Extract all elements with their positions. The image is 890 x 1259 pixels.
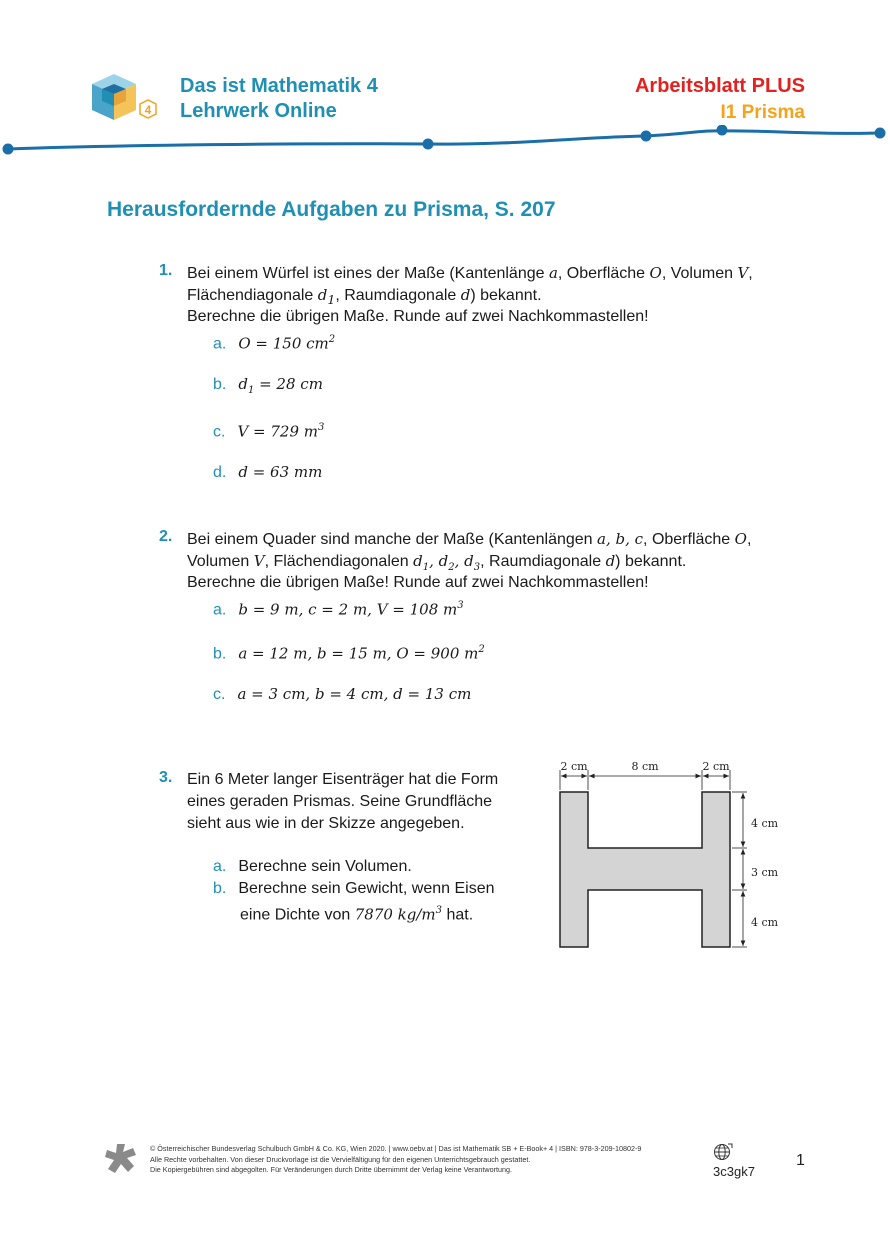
brand-title	[180, 74, 378, 124]
globe-icon[interactable]	[713, 1142, 733, 1162]
task-1-number: 1.	[159, 262, 173, 279]
wave-dot-icon	[641, 131, 652, 142]
cube-logo-icon	[92, 72, 164, 132]
wave-dot-icon	[423, 139, 434, 150]
i-beam-figure	[545, 755, 790, 960]
sheet-title: Arbeitsblatt PLUS	[634, 75, 805, 97]
task-2-line-3: Berechne die übrigen Maße! Runde auf zwei Nachkommastellen!	[187, 574, 649, 591]
task-1-line-2: Flächendiagonale $d_1$, Raumdiagonale d) bekannt.	[187, 286, 542, 307]
header-wave-line	[0, 125, 890, 160]
task-1-item-b: b. $d_1 = 28$ cm	[213, 375, 323, 397]
footer-line-3: Die Kopiergebühren sind abgegolten. Für Veränderungen durch Dritte übernimmt der Verlag keine Verantwortung.	[150, 1165, 512, 1174]
task-3-line-1: Ein 6 Meter langer Eisenträger hat die Form	[187, 771, 499, 788]
task-2-number: 2.	[159, 528, 173, 545]
page-title: Herausfordernde Aufgaben zu Prisma, S. 207	[107, 198, 556, 221]
dim-top-mid: 8 cm	[631, 760, 659, 773]
task-2-item-c: c. a = 3 cm, b = 4 cm, d = 13 cm	[213, 685, 472, 703]
web-code[interactable]: 3c3gk7	[713, 1164, 755, 1179]
task-2-line-1: Bei einem Quader sind manche der Maße (Kantenlängen a, b, c, Oberfläche O,	[187, 530, 752, 548]
wave-dot-icon	[717, 125, 728, 136]
footer-copyright	[150, 1144, 641, 1176]
dim-top-right: 2 cm	[702, 760, 730, 773]
brand-line-1: Das ist Mathematik 4	[180, 75, 378, 97]
task-2-item-a: a. b = 9 m, c = 2 m, V = 108 $m^3$	[213, 600, 464, 619]
task-3-item-b-line-2: eine Dichte von 7870 $kg/m^3$ hat.	[240, 905, 474, 924]
task-1-item-d: d. d = 63 mm	[213, 463, 323, 481]
logo-digit: 4	[144, 103, 152, 117]
task-1-item-c: c. V = 729 $m^3$	[213, 422, 325, 441]
task-2-line-2: Volumen V, Flächendiagonalen $d_1$, $d_2$, $d_3$, Raumdiagonale d) bekannt.	[187, 552, 687, 573]
dim-right-mid: 3 cm	[751, 866, 779, 879]
task-1-line-3: Berechne die übrigen Maße. Runde auf zwei Nachkommastellen!	[187, 308, 649, 325]
task-1-item-a: a. O = 150 $cm^2$	[213, 334, 336, 353]
page-number: 1	[796, 1152, 805, 1169]
wave-dot-icon	[3, 144, 14, 155]
brand-line-2: Lehrwerk Online	[180, 100, 337, 122]
footer-line-1: © Österreichischer Bundesverlag Schulbuch GmbH & Co. KG, Wien 2020. | www.oebv.at | Das ist Mathematik SB + E-Book+ 4 | ISBN: 978-3-209-10802-9	[150, 1144, 642, 1153]
task-1-line-1: Bei einem Würfel ist eines der Maße (Kantenlänge a, Oberfläche O, Volumen V,	[187, 264, 753, 282]
task-3-line-3: sieht aus wie in der Skizze angegeben.	[187, 815, 465, 832]
oebv-logo-icon	[103, 1142, 137, 1174]
footer-line-2: Alle Rechte vorbehalten. Von dieser Druckvorlage ist die Vervielfältigung für den eigenen Unterrichtsgebrauch gestattet.	[150, 1154, 531, 1164]
task-2-item-b: b. a = 12 m, b = 15 m, O = 900 $m^2$	[213, 644, 485, 663]
task-3-item-a: a. Berechne sein Volumen.	[213, 858, 412, 875]
task-3-item-b: b. Berechne sein Gewicht, wenn Eisen	[213, 880, 495, 897]
dim-right-top: 4 cm	[751, 817, 779, 830]
task-3-number: 3.	[159, 769, 173, 786]
wave-dot-icon	[875, 128, 886, 139]
sheet-subtitle: I1 Prisma	[720, 102, 805, 123]
dim-right-bot: 4 cm	[751, 916, 779, 929]
task-3-line-2: eines geraden Prismas. Seine Grundfläche	[187, 793, 493, 810]
dim-top-left: 2 cm	[560, 760, 588, 773]
i-beam-shape	[560, 792, 730, 947]
